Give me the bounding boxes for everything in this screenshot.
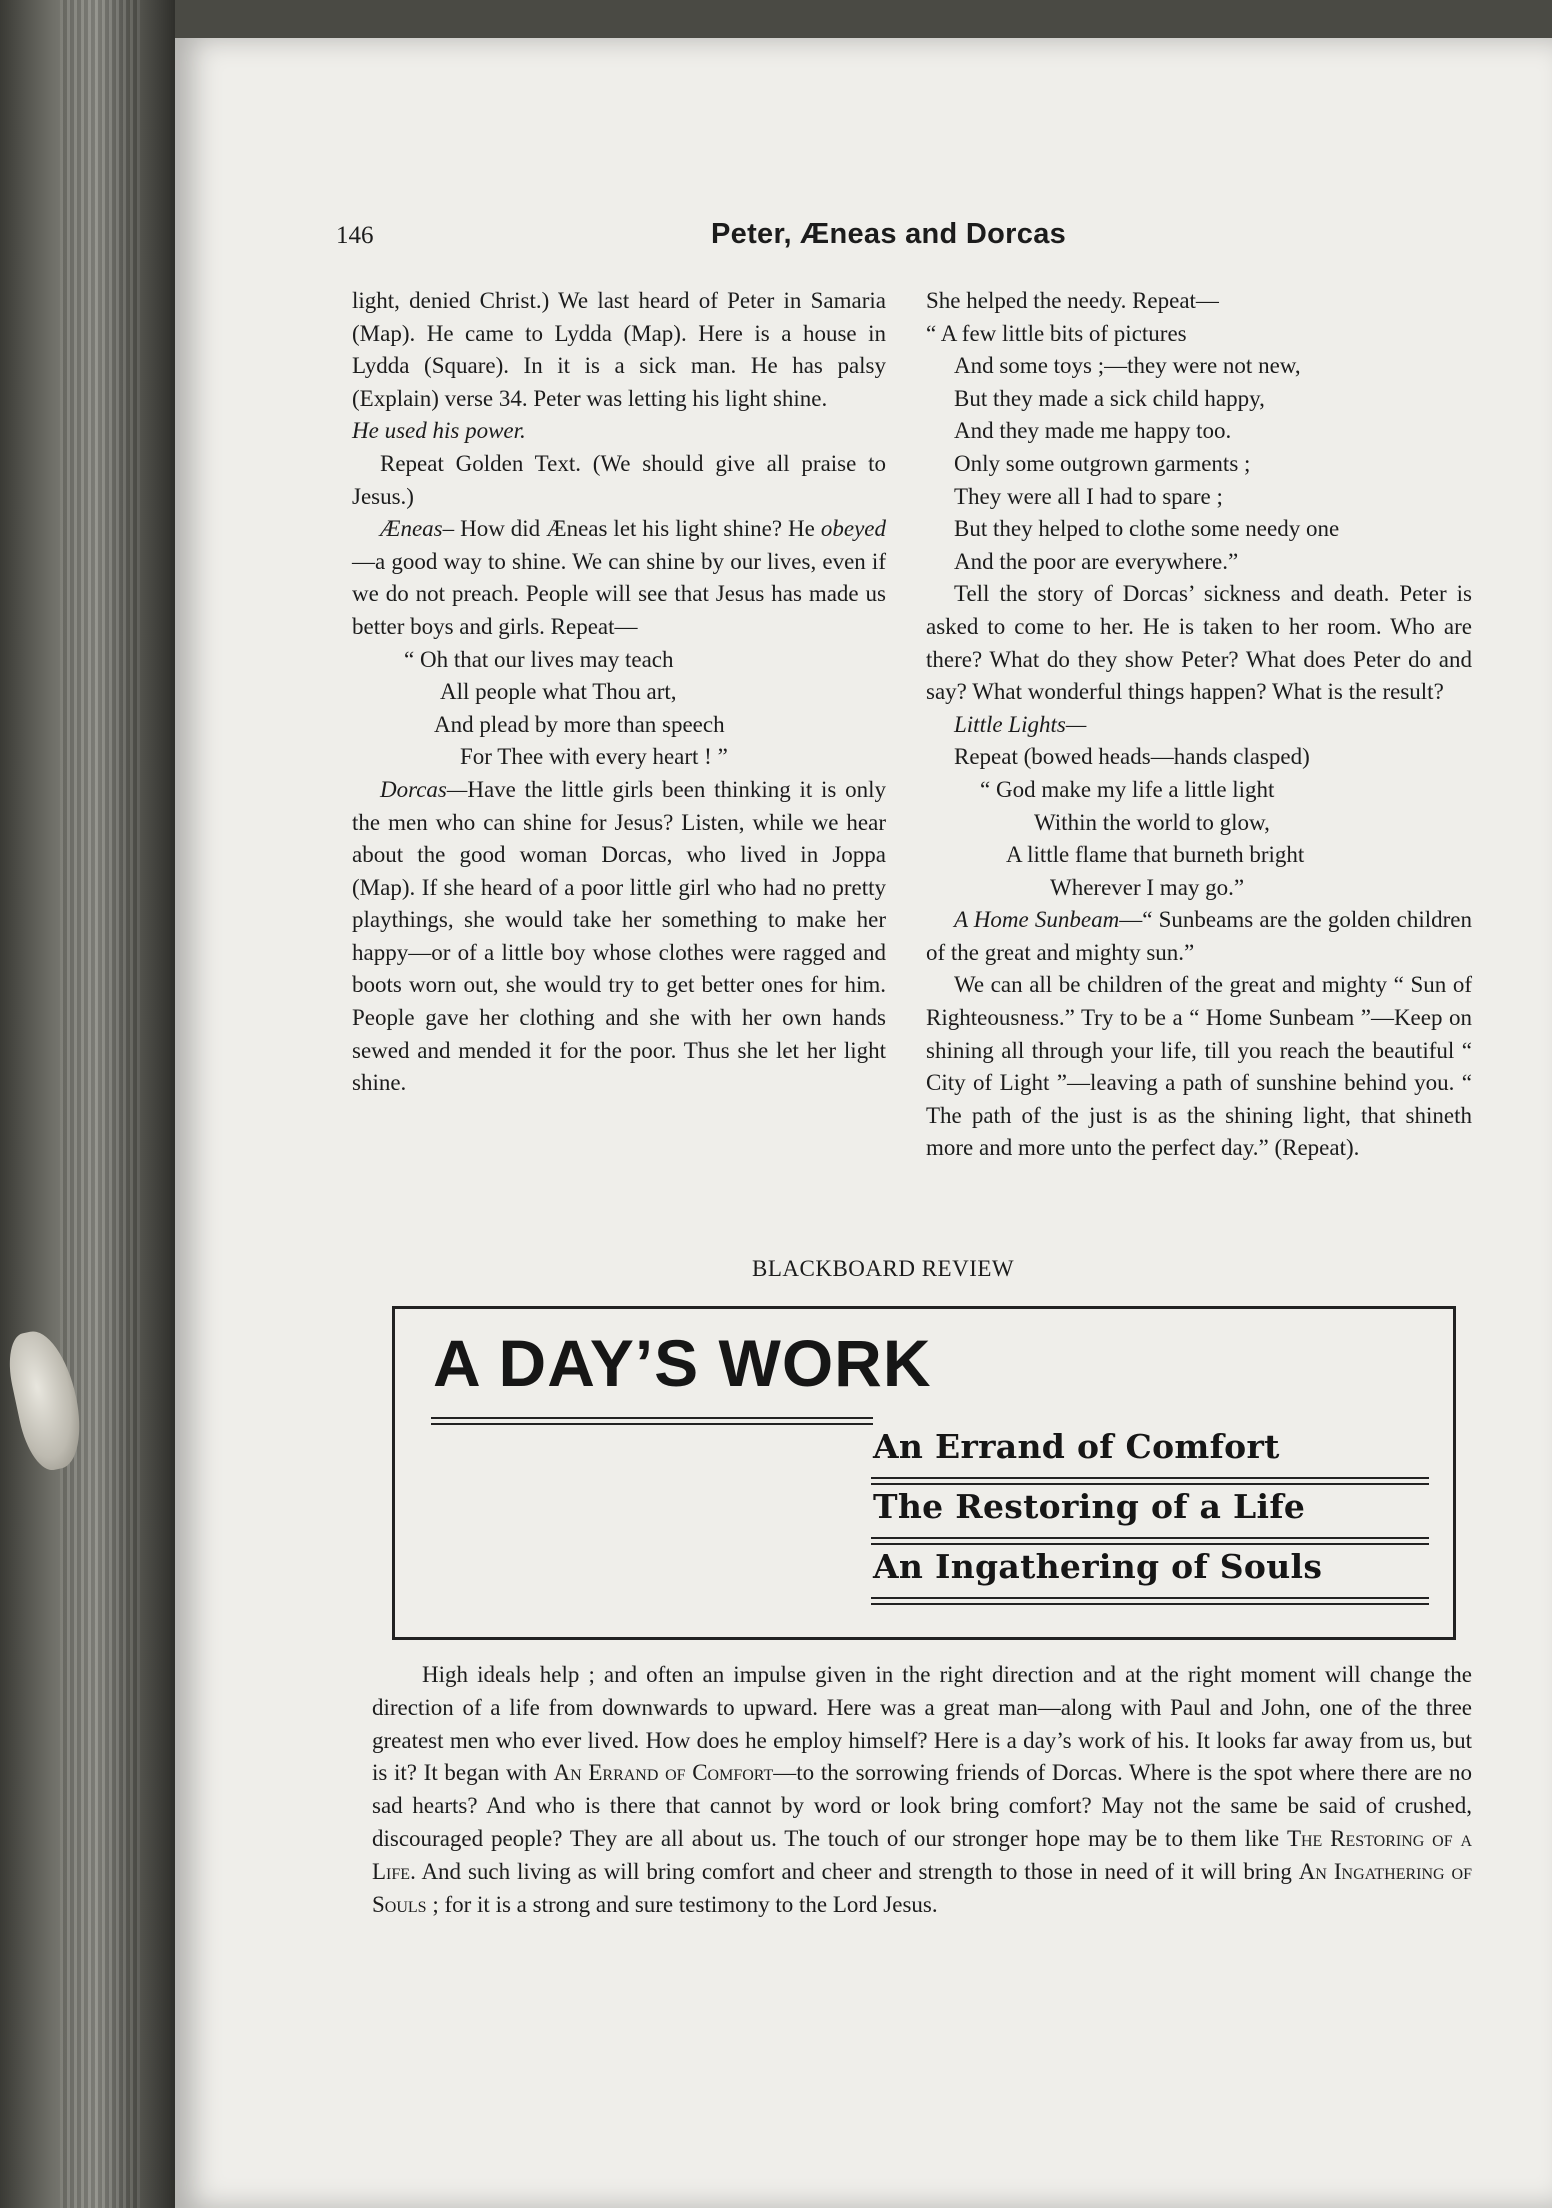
text-run: —to the sorrowing friends of Dorcas. Where is the spot where there are no sad hearts? And who is there that cannot by word or look bring comfort? May not the same be said of crushed, discouraged people? They are all about us. The touch of our stronger hope may be to them like [372,1760,1473,1851]
verse-line: But they made a sick child happy, [954,385,1265,411]
paragraph: Repeat (bowed heads—hands clasped) [954,744,1310,770]
section-lead: A Home Sunbeam [954,907,1120,933]
divider [431,1417,873,1419]
verse-line: “ Oh that our lives may teach [404,646,674,672]
divider [431,1423,873,1425]
book-binding [0,0,175,2208]
verse-line: Wherever I may go.” [1050,874,1245,900]
divider [871,1597,1429,1599]
divider [871,1483,1429,1485]
verse-line: A little flame that burneth bright [1006,842,1305,868]
paragraph [372,1659,1472,1921]
verse-line: But they helped to clothe some needy one [954,516,1340,542]
paragraph [926,904,1472,969]
divider [871,1537,1429,1539]
text-run: —“ Sunbeams are the golden children of the great and mighty sun.” [926,907,1472,965]
section-lead: Æneas– [380,516,455,542]
text-run: High ideals help ; and often an impulse given in the right direction and at the right moment will change the direction of a life from downwards to upward. Here was a great man—along with Paul and John, one of the three greatest men who ever lived. How does he employ himself? Here is a day’s work of his. It looks far away from us, but is it? It began with [372,1662,1472,1786]
blackboard-title: A DAY’S WORK [433,1326,932,1400]
section-lead: Dorcas— [380,776,468,802]
divider [871,1543,1429,1545]
small-caps-phrase: An Errand of Comfort [553,1760,774,1786]
page-number: 146 [336,222,374,249]
blackboard-line: An Ingathering of Souls [873,1547,1323,1586]
section-lead: Little Lights— [954,711,1087,737]
verse-line: And some toys ;—they were not new, [954,353,1301,379]
verse-line: Only some outgrown garments ; [954,450,1251,476]
blackboard-line: An Errand of Comfort [873,1427,1280,1466]
paragraph [352,513,886,643]
small-caps-phrase: An Ingathering of Souls [372,1858,1472,1917]
text-run: How did Æneas let his light shine? He [454,516,821,542]
text-run: Have the little girls been thinking it is only the men who can shine for Jesus? Listen, while we hear about the good woman Dorcas, who lived in Joppa (Map). If she heard of a poor little girl who had no pretty playthings, she would take her something to make her happy—or of a little boy whose clothes were ragged and boots worn out, she would try to get better ones for him. People gave her clothing and she with her own hands sewed and mended it for the poor. Thus she let her light shine. [352,776,886,1096]
text-run: . And such living as will bring comfort and cheer and strength to those in need of it will bring [410,1858,1299,1884]
paragraph: Repeat Golden Text. (We should give all praise to Jesus.) [352,450,886,509]
closing-paragraph [372,1659,1472,1921]
paragraph: We can all be children of the great and mighty “ Sun of Righteousness.” Try to be a “ Home Sunbeam ”—Keep on shining all through your life, till you reach the beautiful “ City of Light ”—leaving a path of sunshine behind you. “ The path of the just is as the shining light, that shineth more and more unto the perfect day.” (Repeat). [926,972,1472,1161]
paragraph [352,774,886,1100]
verse-line: All people what Thou art, [440,679,677,705]
verse-line: “ God make my life a little light [980,776,1275,802]
verse-line: And they made me happy too. [954,418,1232,444]
paragraph: Tell the story of Dorcas’ sickness and death. Peter is asked to come to her. He is taken to her room. Who are there? What do they show Peter? What does Peter do and say? What wonderful things happen? What is the result? [926,581,1472,705]
small-caps-phrase: The Restoring of a Life [372,1825,1473,1884]
blackboard-heading: BLACKBOARD REVIEW [752,1256,1015,1281]
divider [871,1603,1429,1605]
text-run: ; for it is a strong and sure testimony to the Lord Jesus. [426,1891,938,1917]
verse-line: And plead by more than speech [434,711,725,737]
left-column [352,285,886,1100]
blackboard-box [392,1306,1456,1640]
right-column [926,285,1472,1165]
blackboard-line: The Restoring of a Life [873,1487,1306,1526]
running-head [336,218,1552,262]
verse-line: They were all I had to spare ; [954,483,1223,509]
page-title: Peter, Æneas and Dorcas [711,218,1067,250]
text-run: —a good way to shine. We can shine by our lives, even if we do not preach. People will see that Jesus has made us better boys and girls. Repeat— [352,548,886,639]
paragraph: She helped the needy. Repeat— [926,288,1219,313]
verse-line: “ A few little bits of pictures [926,320,1187,346]
verse-line: And the poor are everywhere.” [954,548,1239,574]
italic-line: He used his power. [352,418,526,444]
divider [871,1477,1429,1479]
verse-line: Within the world to glow, [1034,809,1270,835]
paragraph: light, denied Christ.) We last heard of Peter in Samaria (Map). He came to Lydda (Map). Here is a house in Lydda (Square). In it is a sick man. He has palsy (Explain) verse 34. Peter was letting his light shine. [352,288,886,411]
emphasis: obeyed [820,516,886,542]
verse-line: For Thee with every heart ! ” [460,744,728,770]
